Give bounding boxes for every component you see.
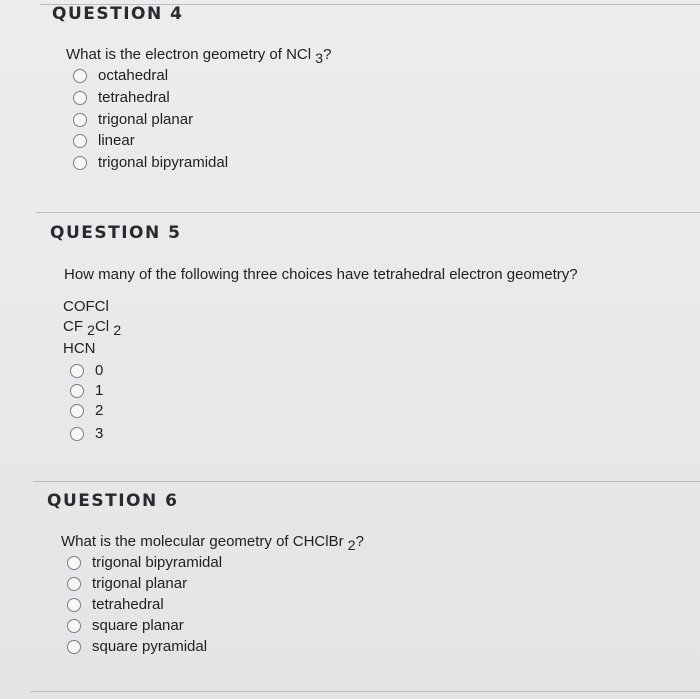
radio-button[interactable] <box>67 640 81 654</box>
question-6-prompt-subscript: 2 <box>347 537 356 553</box>
option-label: 0 <box>95 362 104 379</box>
option-label: tetrahedral <box>98 89 170 106</box>
q4-option-trigonal-planar[interactable] <box>73 111 193 128</box>
question-6-prompt-end: ? <box>355 533 364 550</box>
question-4-title: QUESTION 4 <box>52 4 184 24</box>
radio-button[interactable] <box>70 364 84 378</box>
question-6-prompt-text: What is the molecular geometry of CHClBr <box>61 533 348 550</box>
question-4-prompt-end: ? <box>323 46 332 63</box>
question-4-prompt <box>66 46 332 66</box>
radio-button[interactable] <box>73 69 87 83</box>
radio-button[interactable] <box>70 384 84 398</box>
question-divider <box>33 481 700 482</box>
option-label: trigonal planar <box>92 575 188 592</box>
radio-button[interactable] <box>67 577 81 591</box>
option-label: 1 <box>95 382 104 399</box>
radio-button[interactable] <box>67 619 81 633</box>
formula-text: Cl <box>94 318 114 335</box>
bottom-divider <box>30 691 700 692</box>
option-label: square pyramidal <box>92 638 208 655</box>
q6-option-trigonal-planar[interactable] <box>67 575 187 592</box>
q4-option-tetrahedral[interactable] <box>73 89 170 106</box>
question-6-prompt <box>61 533 364 553</box>
option-label: tetrahedral <box>92 596 164 613</box>
q5-option-1[interactable] <box>70 382 103 399</box>
radio-button[interactable] <box>67 556 81 570</box>
q6-option-square-pyramidal[interactable] <box>67 638 207 655</box>
radio-button[interactable] <box>73 113 87 127</box>
formula-cf2cl2 <box>63 318 122 338</box>
question-6-title: QUESTION 6 <box>47 491 179 511</box>
radio-button[interactable] <box>67 598 81 612</box>
question-5-prompt: How many of the following three choices have tetrahedral electron geometry? <box>64 266 578 283</box>
q6-option-trigonal-bipyramidal[interactable] <box>67 554 222 571</box>
option-label: square planar <box>92 617 184 634</box>
option-label: 3 <box>95 425 104 442</box>
q5-option-0[interactable] <box>70 362 103 379</box>
formula-subscript: 2 <box>113 322 122 338</box>
option-label: trigonal bipyramidal <box>98 154 229 171</box>
question-divider <box>36 212 700 213</box>
formula-subscript: 2 <box>87 322 95 338</box>
q6-option-tetrahedral[interactable] <box>67 596 164 613</box>
option-label: trigonal planar <box>98 111 194 128</box>
question-4-prompt-subscript: 3 <box>315 50 324 66</box>
radio-button[interactable] <box>73 156 87 170</box>
formula-cofcl: COFCl <box>63 298 109 315</box>
q4-option-trigonal-bipyramidal[interactable] <box>73 154 228 171</box>
radio-button[interactable] <box>70 404 84 418</box>
question-5-title: QUESTION 5 <box>50 223 182 243</box>
radio-button[interactable] <box>70 427 84 441</box>
formula-hcn: HCN <box>63 340 96 357</box>
radio-button[interactable] <box>73 91 87 105</box>
formula-text: CF <box>63 318 88 335</box>
q5-option-2[interactable] <box>70 402 103 419</box>
option-label: linear <box>98 132 135 149</box>
radio-button[interactable] <box>73 134 87 148</box>
q5-option-3[interactable] <box>70 425 103 442</box>
q4-option-octahedral[interactable] <box>73 67 168 84</box>
option-label: 2 <box>95 402 104 419</box>
option-label: octahedral <box>98 67 169 84</box>
question-4-prompt-text: What is the electron geometry of NCl <box>66 46 316 63</box>
q4-option-linear[interactable] <box>73 132 135 149</box>
option-label: trigonal bipyramidal <box>92 554 223 571</box>
q6-option-square-planar[interactable] <box>67 617 184 634</box>
